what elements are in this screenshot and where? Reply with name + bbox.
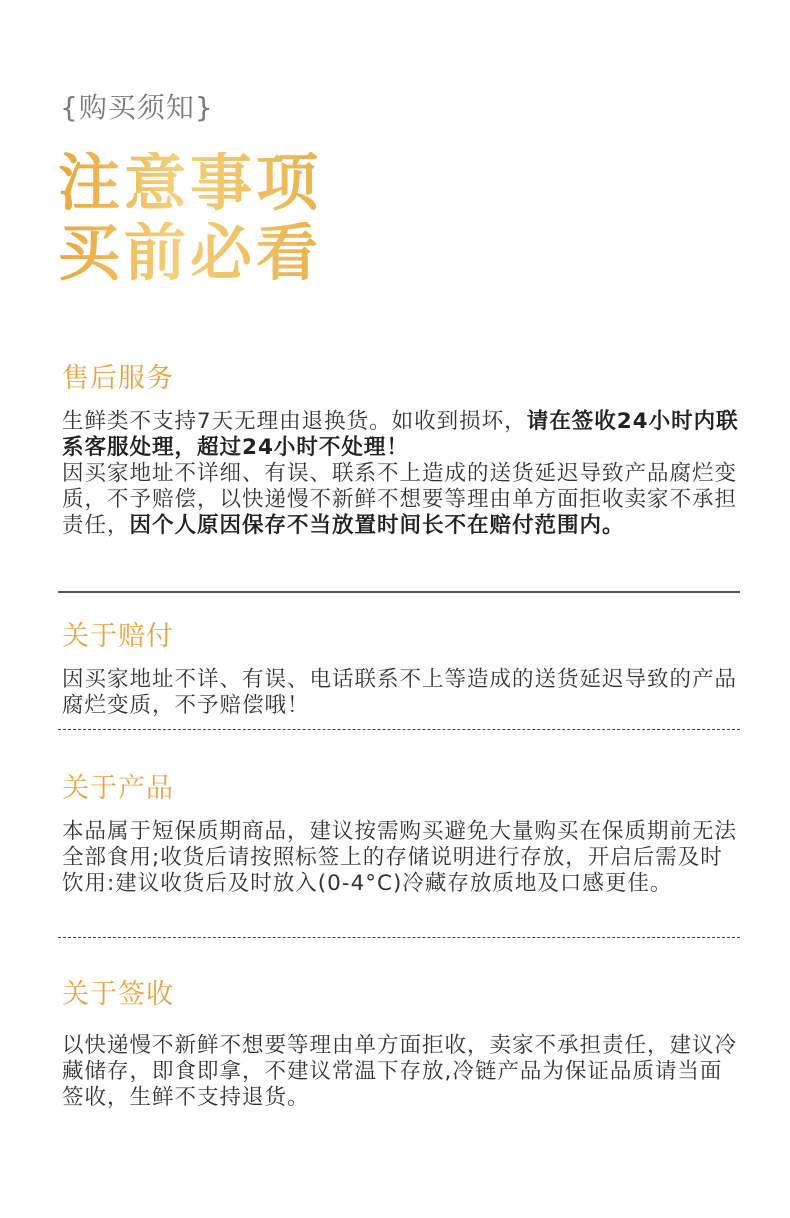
after-sales-text-2: 因买家地址不详细、有误、联系不上造成的送货延迟导致产品腐烂变质，不予赔偿，以快递慢不新鲜不想要等理由单方面拒收卖家不承担责任，	[62, 461, 738, 538]
section-after-sales	[62, 356, 742, 539]
after-sales-bold-1: 请在签收24小时内联系客服处理，超过24小时不处理！	[62, 409, 739, 460]
divider-dashed	[58, 937, 740, 938]
section-title: 关于赔付	[62, 621, 174, 652]
after-sales-text-1: 生鲜类不支持7天无理由退换货。如收到损坏，	[62, 409, 527, 434]
headline-line-2: 买前必看	[58, 216, 323, 289]
section-title: 关于产品	[62, 773, 174, 804]
divider-solid	[58, 591, 740, 593]
section-compensation	[62, 614, 742, 719]
section-title: 关于签收	[62, 979, 174, 1010]
section-title: 售后服务	[62, 363, 174, 394]
section-receipt	[62, 972, 742, 1111]
section-body: 以快递慢不新鲜不想要等理由单方面拒收，卖家不承担责任，建议冷藏储存，即食即拿，不建议常温下存放,冷链产品为保证品质请当面签收，生鲜不支持退货。	[62, 1033, 738, 1110]
divider-dashed	[58, 729, 740, 730]
section-body	[62, 409, 742, 539]
headline-line-1: 注意事项	[58, 146, 323, 219]
after-sales-bold-2: 因个人原因保存不当放置时间长不在赔付范围内。	[129, 513, 625, 538]
section-body: 本品属于短保质期商品，建议按需购买避免大量购买在保质期前无法全部食用;收货后请按照标签上的存储说明进行存放，开启后需及时饮用:建议收货后及时放入(0-4°C)冷藏存放质地及口感更佳。	[62, 819, 738, 896]
page-subtitle: {购买须知}	[60, 91, 214, 124]
section-product	[62, 766, 742, 897]
section-body: 因买家地址不详、有误、电话联系不上等造成的送货延迟导致的产品腐烂变质，不予赔偿哦！	[62, 667, 738, 718]
